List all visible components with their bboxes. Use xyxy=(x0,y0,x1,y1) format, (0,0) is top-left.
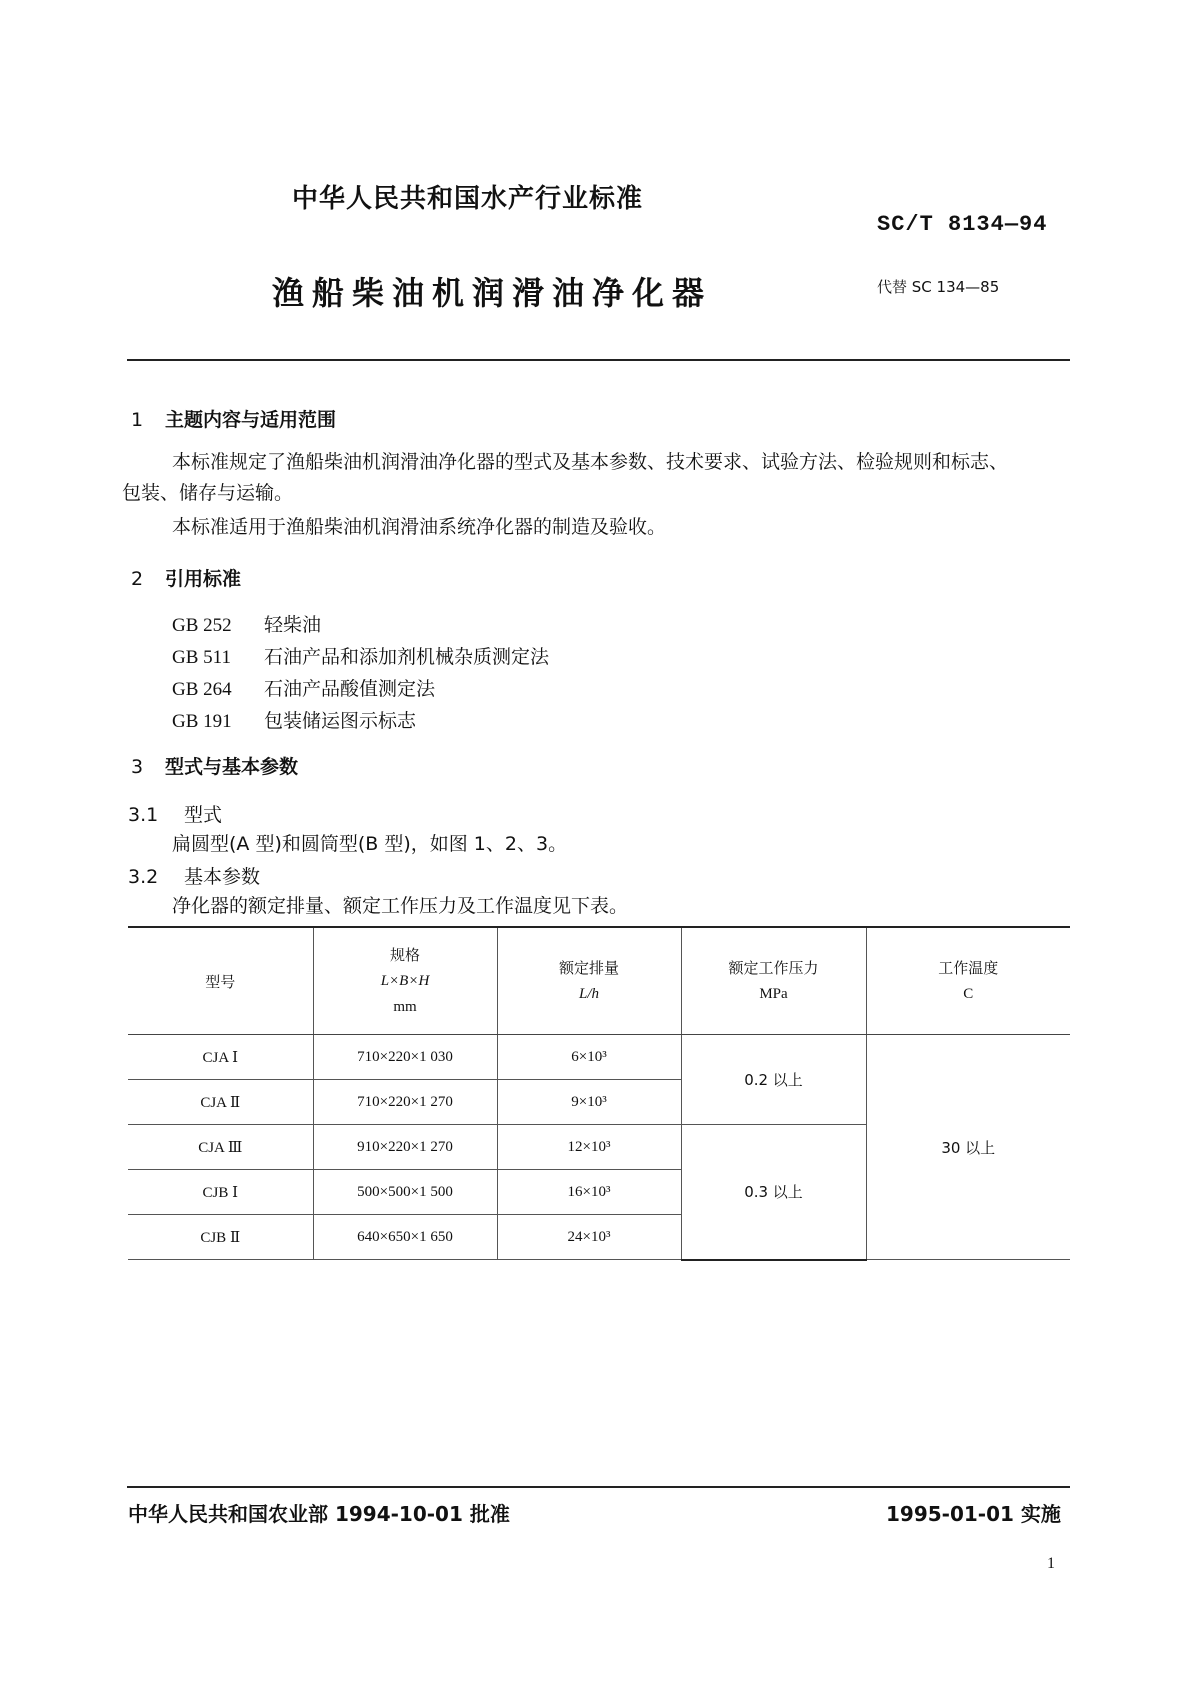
reference-item xyxy=(172,642,549,669)
cell-spec: 910×220×1 270 xyxy=(313,1125,497,1170)
page-number: 1 xyxy=(1047,1555,1055,1572)
cell-spec: 710×220×1 030 xyxy=(313,1035,497,1080)
section-3-heading xyxy=(131,752,298,779)
reference-name: 包装储运图示标志 xyxy=(264,710,417,732)
reference-name: 石油产品酸值测定法 xyxy=(264,678,436,700)
footer-divider xyxy=(127,1486,1070,1488)
subsection-3-2-text: 净化器的额定排量、额定工作压力及工作温度见下表。 xyxy=(172,895,629,917)
reference-name: 石油产品和添加剂机械杂质测定法 xyxy=(264,646,550,668)
cell-pressure: 0.2 以上 xyxy=(681,1035,866,1125)
section-1-para-1-cont: 包装、储存与运输。 xyxy=(122,482,294,504)
cell-model: CJA Ⅱ xyxy=(128,1080,313,1125)
cell-flow: 12×10³ xyxy=(497,1125,681,1170)
cell-temperature: 30 以上 xyxy=(866,1035,1070,1260)
cell-model: CJB Ⅰ xyxy=(128,1170,313,1215)
reference-item xyxy=(172,674,435,701)
header-temperature: 工作温度 C xyxy=(866,927,1070,1035)
cell-flow: 16×10³ xyxy=(497,1170,681,1215)
cell-spec: 500×500×1 500 xyxy=(313,1170,497,1215)
replaces-standard: 代替 SC 134—85 xyxy=(877,278,1000,296)
section-title: 型式与基本参数 xyxy=(165,756,299,778)
reference-item xyxy=(172,706,416,733)
cell-model: CJB Ⅱ xyxy=(128,1215,313,1260)
approval-line: 中华人民共和国农业部 1994-10-01 批准 xyxy=(128,1502,510,1526)
cell-pressure: 0.3 以上 xyxy=(681,1125,866,1260)
effective-date: 1995-01-01 实施 xyxy=(886,1502,1061,1526)
subsection-number: 3.1 xyxy=(128,804,159,826)
section-1-para-2: 本标准适用于渔船柴油机润滑油系统净化器的制造及验收。 xyxy=(172,516,667,538)
reference-item xyxy=(172,610,321,637)
cell-flow: 6×10³ xyxy=(497,1035,681,1080)
reference-code: GB 511 xyxy=(172,647,231,668)
standard-code: SC/T 8134—94 xyxy=(877,212,1048,237)
header-pressure: 额定工作压力 MPa xyxy=(681,927,866,1035)
reference-code: GB 252 xyxy=(172,615,232,636)
reference-code: GB 191 xyxy=(172,711,232,732)
table-header-row xyxy=(128,927,1070,1035)
header-divider xyxy=(127,359,1070,361)
subsection-title: 型式 xyxy=(184,804,223,826)
reference-name: 轻柴油 xyxy=(264,614,322,636)
section-1-heading xyxy=(131,405,336,432)
section-number: 2 xyxy=(131,568,144,590)
subsection-number: 3.2 xyxy=(128,866,159,888)
subsection-3-1-heading xyxy=(128,800,222,827)
section-title: 主题内容与适用范围 xyxy=(165,409,337,431)
cell-spec: 640×650×1 650 xyxy=(313,1215,497,1260)
parameters-table xyxy=(128,926,1070,1261)
section-number: 1 xyxy=(131,409,144,431)
cell-flow: 9×10³ xyxy=(497,1080,681,1125)
cell-spec: 710×220×1 270 xyxy=(313,1080,497,1125)
issuing-organization: 中华人民共和国水产行业标准 xyxy=(292,184,644,214)
header-spec: 规格 L×B×H mm xyxy=(313,927,497,1035)
document-title: 渔船柴油机润滑油净化器 xyxy=(272,274,713,312)
table-row xyxy=(128,1035,1070,1080)
header-model: 型号 xyxy=(128,927,313,1035)
cell-flow: 24×10³ xyxy=(497,1215,681,1260)
section-number: 3 xyxy=(131,756,144,778)
subsection-title: 基本参数 xyxy=(184,866,261,888)
subsection-3-2-heading xyxy=(128,862,260,889)
subsection-3-1-text: 扁圆型(A 型)和圆筒型(B 型)，如图 1、2、3。 xyxy=(172,833,568,855)
section-2-heading xyxy=(131,564,241,591)
section-1-para-1: 本标准规定了渔船柴油机润滑油净化器的型式及基本参数、技术要求、试验方法、检验规则和标志、 xyxy=(172,451,1009,473)
cell-model: CJA Ⅲ xyxy=(128,1125,313,1170)
cell-model: CJA Ⅰ xyxy=(128,1035,313,1080)
reference-code: GB 264 xyxy=(172,679,232,700)
header-flow: 额定排量 L/h xyxy=(497,927,681,1035)
section-title: 引用标准 xyxy=(165,568,242,590)
